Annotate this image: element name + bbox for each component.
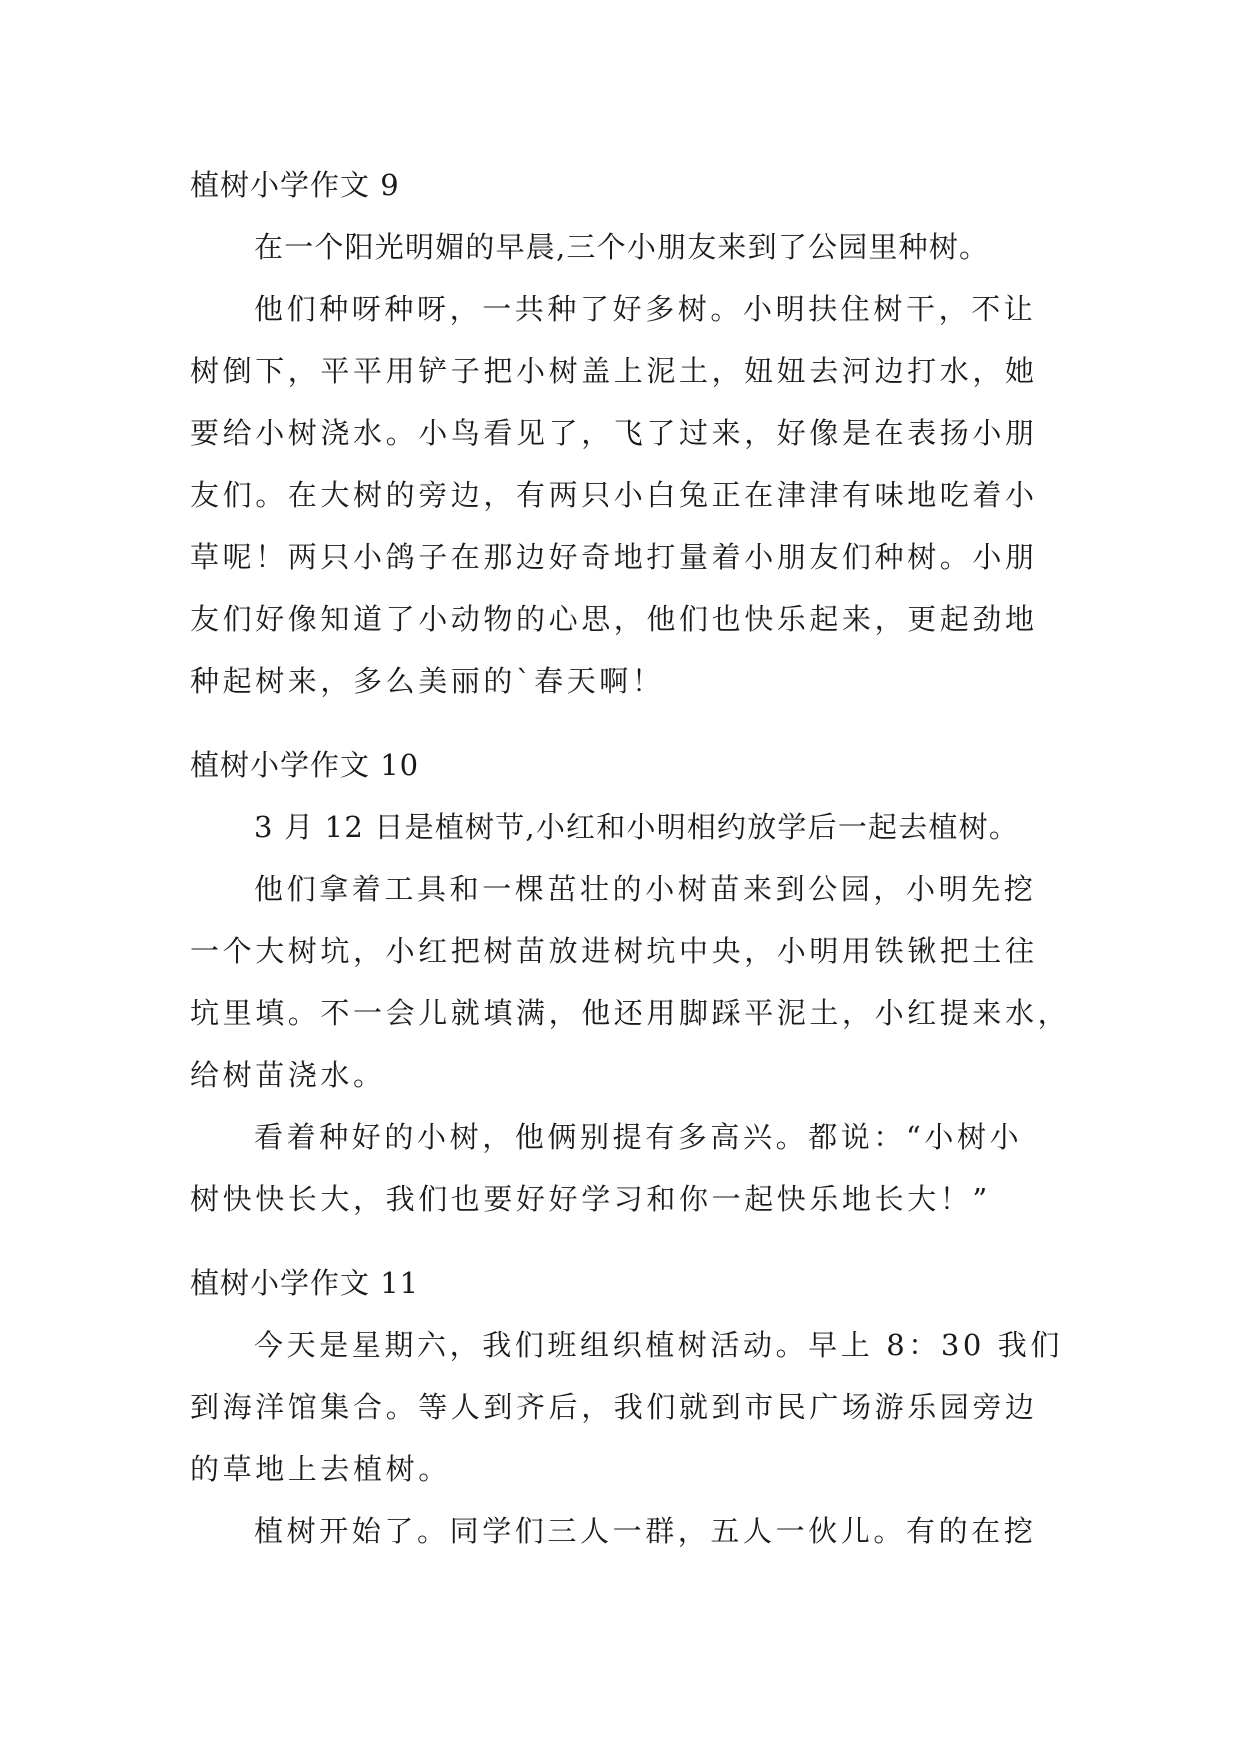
paragraph-line: 友们。在大树的旁边，有两只小白兔正在津津有味地吃着小 (190, 478, 1038, 512)
paragraph-line: 今天是星期六，我们班组织植树活动。早上 8：30 我们 (254, 1328, 1063, 1362)
essay-10 (190, 745, 1071, 1219)
paragraph-line: 3 月 12 日是植树节,小红和小明相约放学后一起去植树。 (254, 810, 1020, 844)
paragraph-line: 他们拿着工具和一棵茁壮的小树苗来到公园，小明先挖 (254, 872, 1037, 906)
paragraph-line: 树快快长大，我们也要好好学习和你一起快乐地长大！” (190, 1182, 991, 1216)
paragraph-line: 在一个阳光明媚的早晨,三个小朋友来到了公园里种树。 (254, 230, 990, 264)
paragraph-line: 要给小树浇水。小鸟看见了，飞了过来，好像是在表扬小朋 (190, 416, 1038, 450)
paragraph-line: 坑里填。不一会儿就填满，他还用脚踩平泥土，小红提来水， (190, 996, 1071, 1030)
paragraph-line: 他们种呀种呀，一共种了好多树。小明扶住树干，不让 (254, 292, 1037, 326)
paragraph-line: 的草地上去植树。 (190, 1452, 451, 1486)
paragraph-line: 种起树来，多么美丽的`春天啊！ (190, 664, 665, 698)
essay-heading: 植树小学作文 9 (190, 168, 400, 202)
paragraph-line: 看着种好的小树，他俩别提有多高兴。都说：“小树小 (254, 1120, 1023, 1154)
essay-9 (190, 165, 1050, 701)
essay-11 (190, 1263, 1063, 1551)
essay-heading: 植树小学作文 11 (190, 1266, 420, 1300)
paragraph-line: 到海洋馆集合。等人到齐后，我们就到市民广场游乐园旁边 (190, 1390, 1038, 1424)
paragraph-line: 草呢！两只小鸽子在那边好奇地打量着小朋友们种树。小朋 (190, 540, 1038, 574)
paragraph-line: 植树开始了。同学们三人一群，五人一伙儿。有的在挖 (254, 1514, 1037, 1548)
essay-heading: 植树小学作文 10 (190, 748, 420, 782)
paragraph-line: 给树苗浇水。 (190, 1058, 386, 1092)
paragraph-line: 友们好像知道了小动物的心思，他们也快乐起来，更起劲地 (190, 602, 1038, 636)
paragraph-line: 树倒下，平平用铲子把小树盖上泥土，妞妞去河边打水，她 (190, 354, 1038, 388)
paragraph-line: 一个大树坑，小红把树苗放进树坑中央，小明用铁锹把土往 (190, 934, 1038, 968)
